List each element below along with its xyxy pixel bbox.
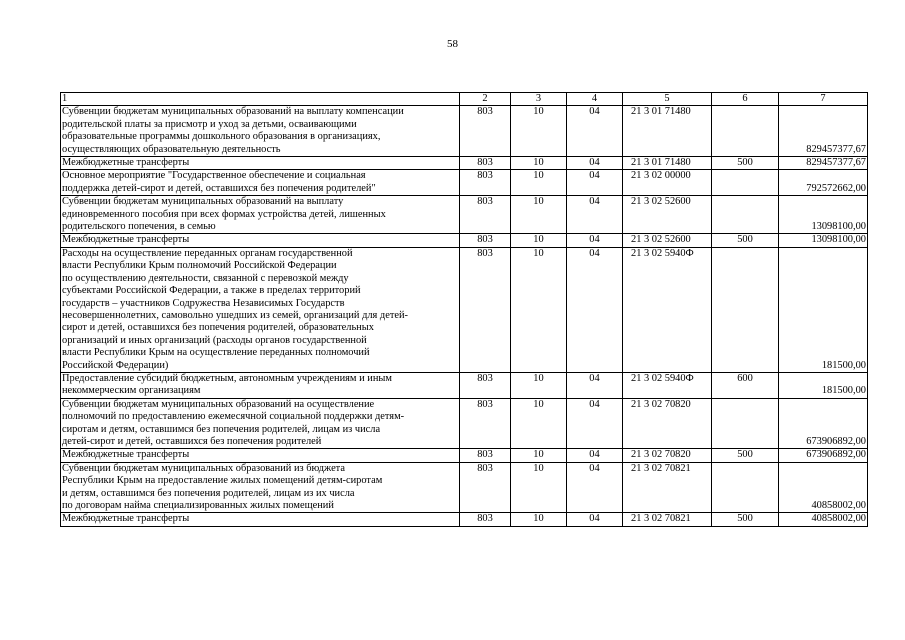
amount-cell: 181500,00 [779, 372, 868, 398]
description-line: сирот и детей, оставшихся без попечения родителей, образовательных [62, 322, 374, 334]
expense-type-cell: 500 [712, 449, 779, 462]
amount-cell: 40858002,00 [779, 513, 868, 526]
column-header: 6 [712, 93, 779, 106]
page-number: 58 [447, 38, 458, 50]
description-cell [61, 170, 460, 196]
expense-type-cell [712, 462, 779, 513]
description-line: Межбюджетные трансферты [62, 513, 190, 525]
section-cell: 10 [511, 462, 567, 513]
table-row [61, 372, 868, 398]
description-line: поддержка детей-сирот и детей, оставшихся без попечения родителей" [62, 182, 376, 194]
description-line: организаций и иных организаций (расходы органов государственной [62, 334, 367, 346]
description-line: Межбюджетные трансферты [62, 157, 190, 169]
description-cell [61, 449, 460, 462]
table-row [61, 513, 868, 526]
target-article-cell: 21 3 02 70820 [623, 449, 712, 462]
description-cell [61, 157, 460, 170]
table-row [61, 247, 868, 372]
target-article-cell: 21 3 01 71480 [623, 106, 712, 157]
description-line: власти Республики Крым на осуществление переданных полномочий [62, 347, 370, 359]
section-cell: 10 [511, 234, 567, 247]
description-cell [61, 513, 460, 526]
column-header: 1 [61, 93, 460, 106]
budget-table [60, 92, 868, 527]
amount-cell: 673906892,00 [779, 449, 868, 462]
target-article-cell: 21 3 02 5940Ф [623, 247, 712, 372]
code-cell: 803 [460, 106, 511, 157]
target-article-cell: 21 3 02 52600 [623, 196, 712, 234]
table-header-row [61, 93, 868, 106]
description-line: субъектами Российской Федерации, а также в пределах территорий [62, 285, 361, 297]
description-line: власти Республики Крым полномочий Российской Федерации [62, 260, 337, 272]
section-cell: 10 [511, 398, 567, 449]
description-line: несовершеннолетних, самовольно ушедших из семей, организаций для детей- [62, 309, 408, 321]
description-line: государств – участников Содружества Независимых Государств [62, 297, 345, 309]
expense-type-cell [712, 247, 779, 372]
column-header: 4 [567, 93, 623, 106]
section-cell: 10 [511, 196, 567, 234]
description-line: Субвенции бюджетам муниципальных образований на осуществление [62, 398, 375, 410]
code-cell: 803 [460, 449, 511, 462]
description-line: Субвенции бюджетам муниципальных образований на выплату компенсации [62, 106, 404, 118]
subsection-cell: 04 [567, 449, 623, 462]
description-cell [61, 106, 460, 157]
amount-cell: 181500,00 [779, 247, 868, 372]
amount-cell: 673906892,00 [779, 398, 868, 449]
amount-cell: 829457377,67 [779, 106, 868, 157]
amount-cell: 13098100,00 [779, 196, 868, 234]
expense-type-cell: 600 [712, 372, 779, 398]
amount-cell: 40858002,00 [779, 462, 868, 513]
expense-type-cell [712, 398, 779, 449]
expense-type-cell: 500 [712, 513, 779, 526]
description-line: родительской платы за присмотр и уход за детьми, осваивающими [62, 118, 357, 130]
subsection-cell: 04 [567, 157, 623, 170]
section-cell: 10 [511, 513, 567, 526]
description-line: Республики Крым на предоставление жилых помещений детям-сиротам [62, 475, 383, 487]
code-cell: 803 [460, 196, 511, 234]
code-cell: 803 [460, 157, 511, 170]
description-cell [61, 247, 460, 372]
table-row [61, 106, 868, 157]
target-article-cell: 21 3 01 71480 [623, 157, 712, 170]
subsection-cell: 04 [567, 372, 623, 398]
description-line: по осуществлению деятельности, связанной с перевозкой между [62, 272, 349, 284]
code-cell: 803 [460, 234, 511, 247]
description-line: Межбюджетные трансферты [62, 449, 190, 461]
description-line: полномочий по предоставлению ежемесячной социальной поддержки детям- [62, 411, 405, 423]
table-row [61, 398, 868, 449]
subsection-cell: 04 [567, 170, 623, 196]
target-article-cell: 21 3 02 52600 [623, 234, 712, 247]
table-row [61, 234, 868, 247]
expense-type-cell [712, 106, 779, 157]
description-line: образовательные программы дошкольного образования в организациях, [62, 131, 381, 143]
section-cell: 10 [511, 106, 567, 157]
description-line: Российской Федерации) [62, 359, 169, 371]
subsection-cell: 04 [567, 462, 623, 513]
table-row [61, 170, 868, 196]
target-article-cell: 21 3 02 5940Ф [623, 372, 712, 398]
description-line: Основное мероприятие "Государственное обеспечение и социальная [62, 170, 366, 182]
column-header: 5 [623, 93, 712, 106]
target-article-cell: 21 3 02 70821 [623, 462, 712, 513]
table-row [61, 157, 868, 170]
description-cell [61, 398, 460, 449]
description-line: Субвенции бюджетам муниципальных образований из бюджета [62, 462, 345, 474]
amount-cell: 829457377,67 [779, 157, 868, 170]
section-cell: 10 [511, 157, 567, 170]
description-line: по договорам найма специализированных жилых помещений [62, 500, 334, 511]
section-cell: 10 [511, 247, 567, 372]
description-line: Расходы на осуществление переданных органам государственной [62, 247, 353, 259]
description-cell [61, 372, 460, 398]
description-line: родительского попечения, в семью [62, 221, 216, 233]
description-line: Субвенции бюджетам муниципальных образований на выплату [62, 196, 344, 208]
section-cell: 10 [511, 372, 567, 398]
description-cell [61, 196, 460, 234]
code-cell: 803 [460, 398, 511, 449]
expense-type-cell [712, 196, 779, 234]
description-line: детей-сирот и детей, оставшихся без попечения родителей [62, 435, 322, 447]
table-row [61, 462, 868, 513]
subsection-cell: 04 [567, 106, 623, 157]
code-cell: 803 [460, 372, 511, 398]
amount-cell: 792572662,00 [779, 170, 868, 196]
description-cell [61, 462, 460, 513]
section-cell: 10 [511, 170, 567, 196]
subsection-cell: 04 [567, 247, 623, 372]
code-cell: 803 [460, 513, 511, 526]
target-article-cell: 21 3 02 70820 [623, 398, 712, 449]
code-cell: 803 [460, 247, 511, 372]
subsection-cell: 04 [567, 234, 623, 247]
code-cell: 803 [460, 170, 511, 196]
table-row [61, 196, 868, 234]
subsection-cell: 04 [567, 196, 623, 234]
subsection-cell: 04 [567, 513, 623, 526]
description-line: единовременного пособия при всех формах устройства детей, лишенных [62, 208, 386, 220]
subsection-cell: 04 [567, 398, 623, 449]
amount-cell: 13098100,00 [779, 234, 868, 247]
expense-type-cell [712, 170, 779, 196]
table-row [61, 449, 868, 462]
column-header: 2 [460, 93, 511, 106]
description-line: сиротам и детям, оставшимся без попечения родителей, лицам из числа [62, 423, 381, 435]
section-cell: 10 [511, 449, 567, 462]
expense-type-cell: 500 [712, 157, 779, 170]
description-cell [61, 234, 460, 247]
description-line: Межбюджетные трансферты [62, 234, 190, 246]
code-cell: 803 [460, 462, 511, 513]
expense-type-cell: 500 [712, 234, 779, 247]
target-article-cell: 21 3 02 00000 [623, 170, 712, 196]
description-line: осуществляющих образовательную деятельность [62, 143, 281, 155]
column-header: 7 [779, 93, 868, 106]
description-line: и детям, оставшимся без попечения родителей, лицам из их числа [62, 487, 355, 499]
target-article-cell: 21 3 02 70821 [623, 513, 712, 526]
column-header: 3 [511, 93, 567, 106]
description-line: Предоставление субсидий бюджетным, автономным учреждениям и иным [62, 372, 392, 384]
description-line: некоммерческим организациям [62, 385, 201, 397]
